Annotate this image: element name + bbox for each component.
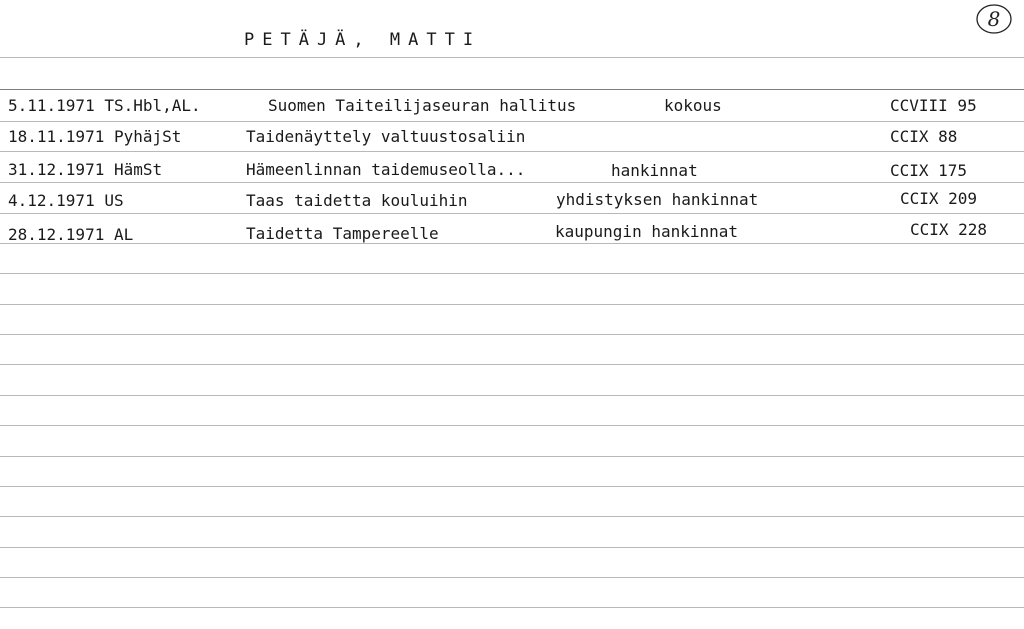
entry-note: hankinnat [611,161,698,180]
ruled-line [0,121,1024,122]
ruled-line [0,395,1024,396]
ruled-line [0,243,1024,244]
entry-date-source: 28.12.1971 AL [8,225,134,244]
ruled-line [0,547,1024,548]
entry-reference: CCIX 209 [900,189,978,208]
entry-note: kokous [664,96,722,115]
card-number-circle [975,3,1013,35]
entry-reference: CCVIII 95 [890,96,977,115]
entry-date-source: 31.12.1971 HämSt [8,160,163,179]
card-number-text: 8 [987,7,1001,31]
entry-date-source: 18.11.1971 PyhäjSt [8,127,182,146]
entry-date-source: 4.12.1971 US [8,191,124,210]
entry-note: kaupungin hankinnat [555,222,739,241]
entry-date-source: 5.11.1971 TS.Hbl,AL. [8,96,201,115]
entry-title: Taas taidetta kouluihin [246,191,468,210]
ruled-line [0,577,1024,578]
ruled-line [0,89,1024,90]
ruled-line [0,304,1024,305]
entry-reference: CCIX 228 [910,220,988,239]
ruled-line [0,607,1024,608]
ruled-line [0,456,1024,457]
ruled-line [0,182,1024,183]
entry-title: Suomen Taiteilijaseuran hallitus [268,96,577,115]
entry-title: Taidenäyttely valtuustosaliin [246,127,526,146]
ruled-line [0,273,1024,274]
entry-note: yhdistyksen hankinnat [556,190,759,209]
entry-reference: CCIX 175 [890,161,968,180]
ruled-line [0,57,1024,58]
ruled-line [0,151,1024,152]
circled-number-icon [975,3,1013,35]
ruled-line [0,213,1024,214]
entry-title: Taidetta Tampereelle [246,224,439,243]
ruled-line [0,425,1024,426]
entry-reference: CCIX 88 [890,127,958,146]
entry-title: Hämeenlinnan taidemuseolla... [246,160,526,179]
ruled-line [0,364,1024,365]
ruled-line [0,486,1024,487]
card-name-heading: PETÄJÄ, MATTI [244,30,482,50]
ruled-line [0,516,1024,517]
ruled-line [0,334,1024,335]
